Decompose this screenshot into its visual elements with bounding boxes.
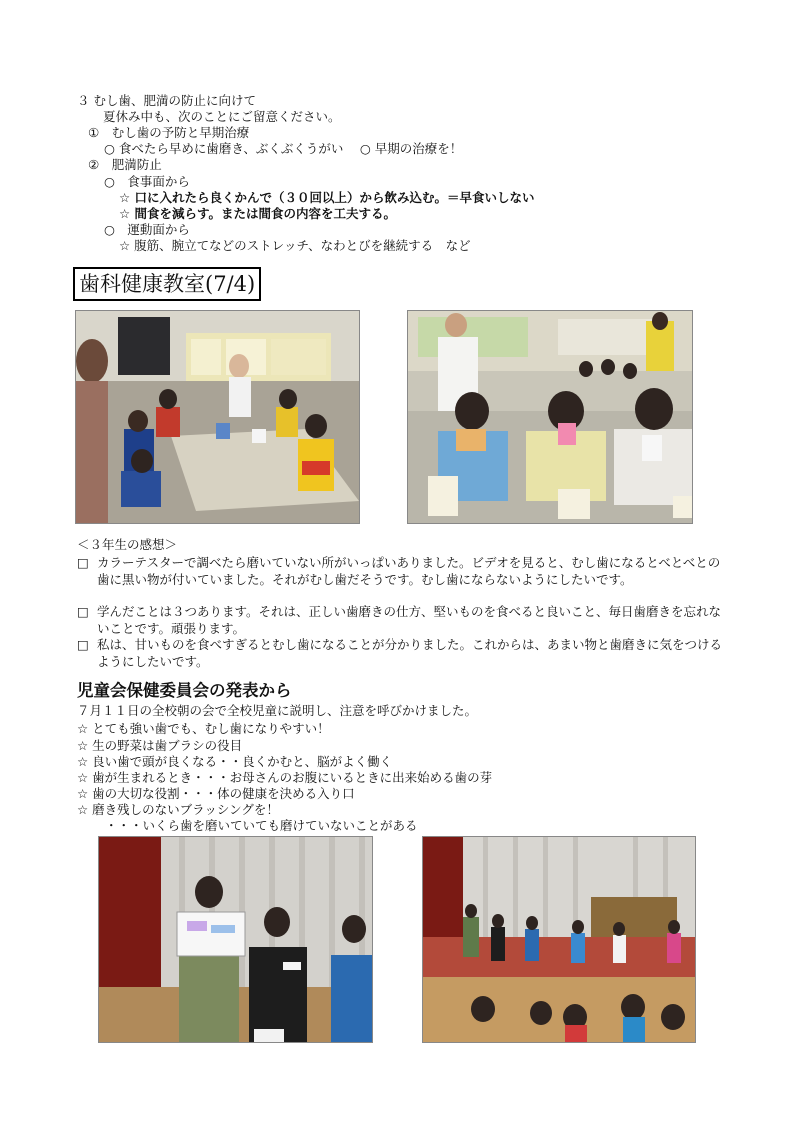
- committee-title: 児童会保健委員会の発表から: [77, 681, 292, 700]
- committee-note: ・・・いくら歯を磨いていても磨けていないことがある: [105, 818, 418, 833]
- impression-item-3: [77, 636, 722, 670]
- committee-point: ☆ 生の野菜は歯ブラシの役目: [77, 738, 243, 753]
- meal-heading: ○ 食事面から: [104, 174, 190, 189]
- section3-heading: ３ むし歯、肥満の防止に向けて: [77, 93, 256, 108]
- checkbox-icon: □: [77, 555, 89, 570]
- exercise-point: ☆ 腹筋、腕立てなどのストレッチ、なわとびを継続する など: [119, 238, 471, 253]
- meal-point-snack: ☆ 間食を減らす。または間食の内容を工夫する。: [119, 206, 397, 221]
- checkbox-icon: □: [77, 637, 89, 652]
- meal-point-chew: ☆ 口に入れたら良くかんで（３０回以上）から飲み込む。＝早食いしない: [119, 190, 535, 205]
- committee-point: ☆ とても強い歯でも、むし歯になりやすい！: [77, 721, 330, 736]
- classroom-photo-2: [407, 310, 693, 524]
- dental-class-title: 歯科健康教室(7/4): [73, 267, 261, 301]
- section3-item1-detail: ○ 食べたら早めに歯磨き、ぶくぶくうがい ○ 早期の治療を！: [104, 141, 463, 156]
- section3-item2: ② 肥満防止: [88, 157, 162, 172]
- committee-point: ☆ 良い歯で頭が良くなる・・良くかむと、脳がよく働く: [77, 754, 393, 769]
- impression-text-2: 学んだことは３つあります。それは、正しい歯磨きの仕方、堅いものを食べると良いこと、毎日歯磨きを忘れないことです。頑張ります。: [97, 604, 722, 636]
- impression-item-1: [77, 554, 722, 588]
- section3-item1: ① むし歯の予防と早期治療: [88, 125, 250, 140]
- impressions-heading: ＜３年生の感想＞: [77, 537, 178, 552]
- classroom-photo-1: [75, 310, 360, 524]
- impression-text-3: 私は、甘いものを食べすぎるとむし歯になることが分かりました。これからは、あまい物と歯磨きに気をつけるようにしたいです。: [97, 637, 723, 669]
- committee-intro: ７月１１日の全校朝の会で全校児童に説明し、注意を呼びかけました。: [77, 703, 478, 718]
- impression-text-1: カラーテスターで調べたら磨いていない所がいっぱいありました。ビデオを見ると、むし歯になるとべとべとの歯に黒い物が付いていました。それがむし歯だそうです。むし歯にならないようにしたいです。: [97, 555, 721, 587]
- assembly-photo-2: [422, 836, 696, 1043]
- committee-point: ☆ 歯が生まれるとき・・・お母さんのお腹にいるときに出来始める歯の芽: [77, 770, 493, 785]
- assembly-photo-1: [98, 836, 373, 1043]
- impression-item-2: [77, 603, 722, 637]
- committee-point: ☆ 歯の大切な役割・・・体の健康を決める入り口: [77, 786, 355, 801]
- checkbox-icon: □: [77, 604, 89, 619]
- exercise-heading: ○ 運動面から: [104, 222, 190, 237]
- section3-intro: 夏休み中も、次のことにご留意ください。: [103, 109, 341, 124]
- committee-point: ☆ 磨き残しのないブラッシングを！: [77, 802, 279, 817]
